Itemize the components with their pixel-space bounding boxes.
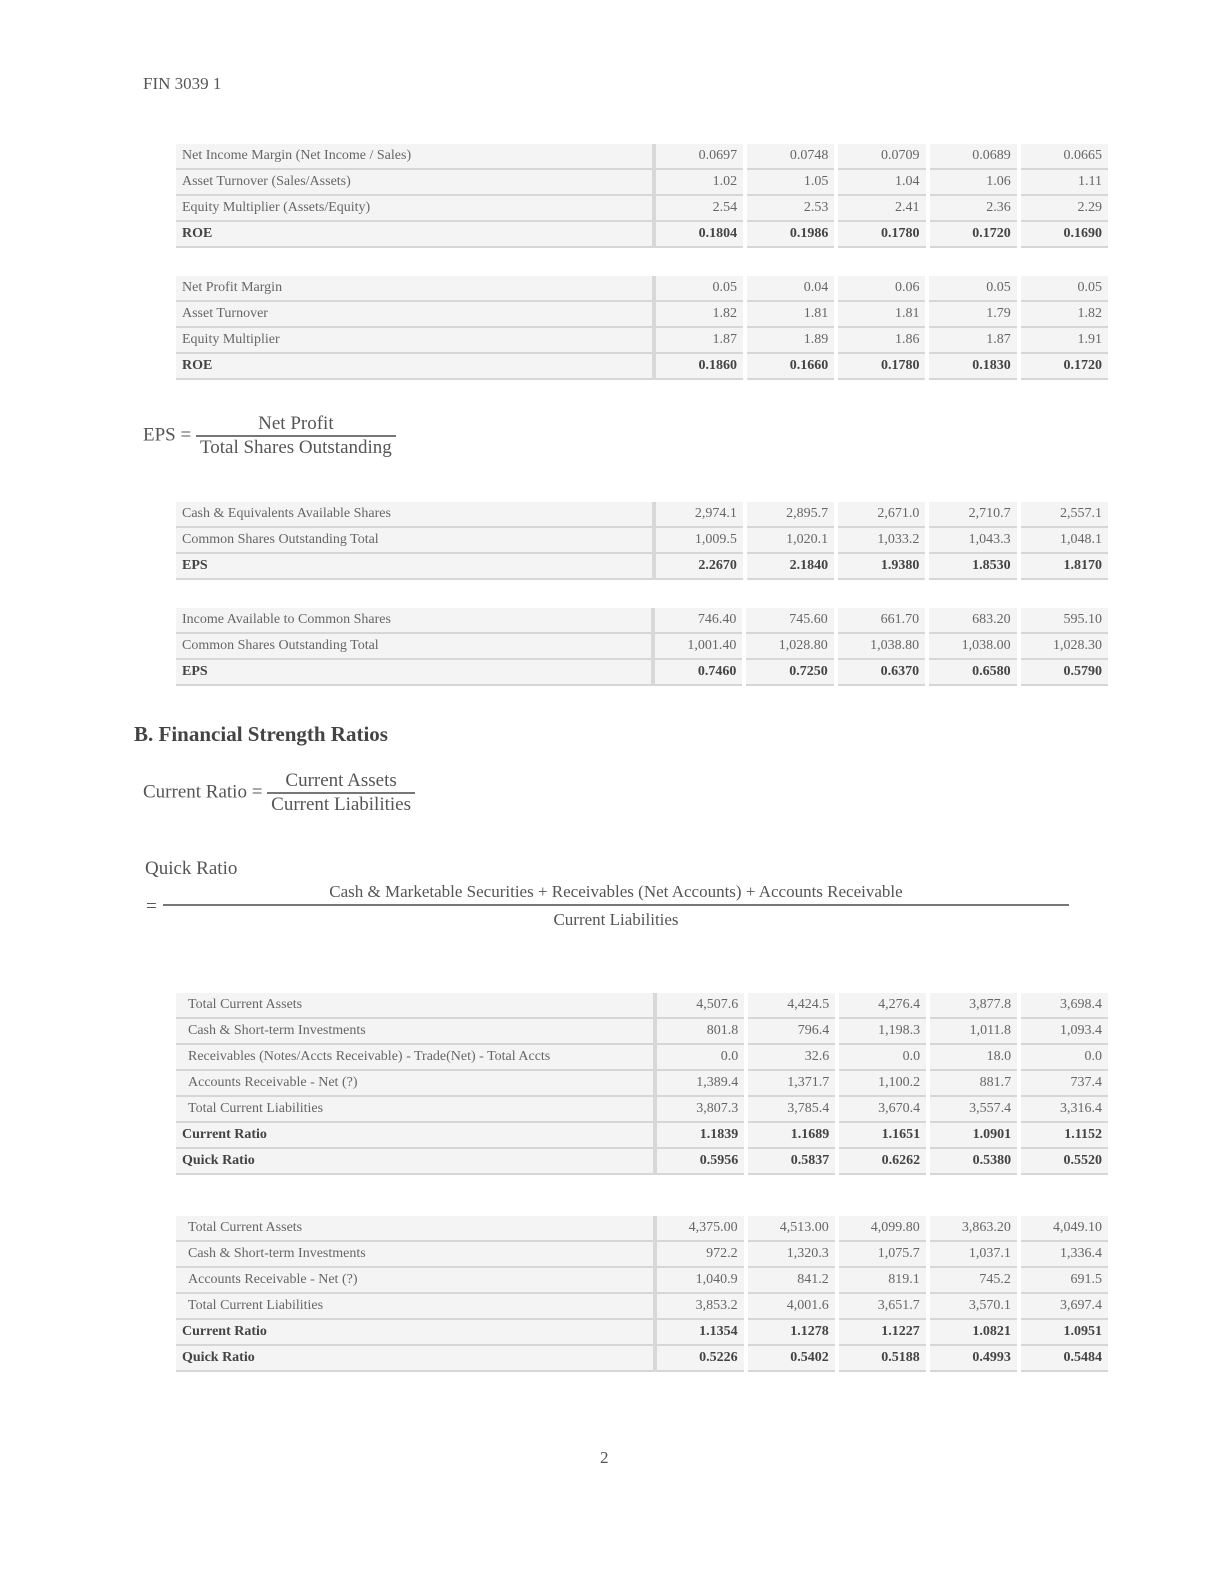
cell-value: 0.1780 [836, 353, 927, 379]
cell-value: 881.7 [928, 1070, 1019, 1096]
row-label: Total Current Assets [176, 993, 655, 1018]
cell-value: 0.4993 [928, 1345, 1019, 1371]
cell-value: 0.0709 [836, 144, 927, 169]
cell-value: 1.87 [654, 327, 745, 353]
cell-value: 3,853.2 [655, 1293, 746, 1319]
cell-value: 1,001.40 [653, 633, 744, 659]
cell-value: 4,513.00 [746, 1216, 837, 1241]
cell-value: 0.1804 [654, 221, 745, 247]
cell-value: 0.5402 [746, 1345, 837, 1371]
table-row [176, 553, 1108, 579]
row-label: Net Income Margin (Net Income / Sales) [176, 144, 654, 169]
table-row [176, 1044, 1108, 1070]
cell-value: 0.5188 [837, 1345, 928, 1371]
cell-value: 0.1780 [836, 221, 927, 247]
cell-value: 1.02 [654, 169, 745, 195]
cell-value: 1.0901 [928, 1122, 1019, 1148]
cell-value: 3,697.4 [1019, 1293, 1108, 1319]
quick-ratio-fraction [163, 882, 1069, 930]
cell-value: 3,670.4 [837, 1096, 928, 1122]
table-row [176, 1070, 1108, 1096]
table-row [176, 276, 1108, 301]
cell-value: 3,570.1 [928, 1293, 1019, 1319]
cell-value: 1,093.4 [1019, 1018, 1108, 1044]
row-label: Common Shares Outstanding Total [176, 633, 653, 659]
cell-value: 0.7250 [744, 659, 835, 685]
ratio-table-1 [176, 144, 1108, 248]
cell-value: 1.11 [1019, 169, 1108, 195]
row-label: Receivables (Notes/Accts Receivable) - Trade(Net) - Total Accts [176, 1044, 655, 1070]
cell-value: 2,895.7 [745, 502, 836, 527]
row-label: ROE [176, 353, 654, 379]
table-row [176, 169, 1108, 195]
table-row [176, 993, 1108, 1018]
cell-value: 1,100.2 [837, 1070, 928, 1096]
quick-denominator: Current Liabilities [553, 910, 679, 929]
cell-value: 1,198.3 [837, 1018, 928, 1044]
row-label: Accounts Receivable - Net (?) [176, 1070, 655, 1096]
cell-value: 1,009.5 [654, 527, 745, 553]
cell-value: 32.6 [746, 1044, 837, 1070]
cell-value: 2.54 [654, 195, 745, 221]
table-row [176, 1018, 1108, 1044]
cell-value: 2,557.1 [1019, 502, 1108, 527]
cell-value: 1,320.3 [746, 1241, 837, 1267]
cell-value: 796.4 [746, 1018, 837, 1044]
cell-value: 0.5790 [1019, 659, 1108, 685]
cell-value: 0.0689 [928, 144, 1019, 169]
cell-value: 2,710.7 [927, 502, 1018, 527]
cell-value: 1,028.80 [744, 633, 835, 659]
cell-value: 0.05 [654, 276, 745, 301]
cell-value: 0.5956 [655, 1148, 746, 1174]
cell-value: 0.5380 [928, 1148, 1019, 1174]
table-row [176, 144, 1108, 169]
cell-value: 661.70 [836, 608, 927, 633]
cell-value: 4,276.4 [837, 993, 928, 1018]
row-label: Total Current Liabilities [176, 1293, 655, 1319]
row-label: Current Ratio [176, 1122, 655, 1148]
cell-value: 745.2 [928, 1267, 1019, 1293]
table-row [176, 327, 1108, 353]
cell-value: 0.0 [1019, 1044, 1108, 1070]
table-row [176, 659, 1108, 685]
cell-value: 1.1354 [655, 1319, 746, 1345]
cell-value: 1.86 [836, 327, 927, 353]
cell-value: 1.8170 [1019, 553, 1108, 579]
table-row [176, 1148, 1108, 1174]
cell-value: 1,028.30 [1019, 633, 1108, 659]
table-row [176, 1293, 1108, 1319]
cell-value: 2.2670 [654, 553, 745, 579]
row-label: EPS [176, 553, 654, 579]
cell-value: 1.1152 [1019, 1122, 1108, 1148]
cell-value: 1.82 [1019, 301, 1108, 327]
cell-value: 0.0748 [745, 144, 836, 169]
cell-value: 0.5520 [1019, 1148, 1108, 1174]
eps-formula [143, 413, 396, 459]
cell-value: 1.1651 [837, 1122, 928, 1148]
cell-value: 0.1830 [927, 353, 1018, 379]
cell-value: 3,877.8 [928, 993, 1019, 1018]
cell-value: 841.2 [746, 1267, 837, 1293]
cell-value: 1.1839 [655, 1122, 746, 1148]
cell-value: 3,557.4 [928, 1096, 1019, 1122]
cell-value: 0.6262 [837, 1148, 928, 1174]
table-row [176, 633, 1108, 659]
eps-formula-lhs: EPS [143, 424, 176, 446]
row-label: Cash & Short-term Investments [176, 1241, 655, 1267]
cell-value: 2.36 [928, 195, 1019, 221]
table-row [176, 221, 1108, 247]
cell-value: 0.1720 [1019, 353, 1108, 379]
cell-value: 0.7460 [653, 659, 744, 685]
cell-value: 4,049.10 [1019, 1216, 1108, 1241]
table-row [176, 608, 1108, 633]
table-row [176, 1319, 1108, 1345]
cell-value: 0.1720 [928, 221, 1019, 247]
section-number: B. [134, 722, 154, 746]
ratio-table-2 [176, 276, 1108, 380]
cell-value: 1,038.00 [927, 633, 1018, 659]
cell-value: 2.29 [1019, 195, 1108, 221]
cell-value: 1,011.8 [928, 1018, 1019, 1044]
section-title: Financial Strength Ratios [158, 722, 388, 746]
cell-value: 1.1689 [746, 1122, 837, 1148]
cell-value: 0.1660 [745, 353, 836, 379]
cell-value: 1.0951 [1019, 1319, 1108, 1345]
cell-value: 1.05 [745, 169, 836, 195]
row-label: Accounts Receivable - Net (?) [176, 1267, 655, 1293]
table-row [176, 527, 1108, 553]
liquidity-table-1 [176, 993, 1108, 1175]
cell-value: 1.91 [1019, 327, 1108, 353]
table-row [176, 502, 1108, 527]
row-label: Total Current Liabilities [176, 1096, 655, 1122]
cell-value: 4,099.80 [837, 1216, 928, 1241]
cell-value: 0.6580 [927, 659, 1018, 685]
eps-fraction [196, 413, 396, 459]
row-label: Quick Ratio [176, 1148, 655, 1174]
quick-numerator: Cash & Marketable Securities + Receivables (Net Accounts) + Accounts Receivable [163, 882, 1069, 906]
current-ratio-formula [143, 770, 415, 816]
cell-value: 3,698.4 [1019, 993, 1108, 1018]
cell-value: 0.0 [655, 1044, 746, 1070]
row-label: Asset Turnover (Sales/Assets) [176, 169, 654, 195]
current-denominator: Current Liabilities [271, 794, 411, 815]
cell-value: 737.4 [1019, 1070, 1108, 1096]
table-row [176, 353, 1108, 379]
cell-value: 746.40 [653, 608, 744, 633]
cell-value: 1.0821 [928, 1319, 1019, 1345]
row-label: Income Available to Common Shares [176, 608, 653, 633]
liquidity-table-2 [176, 1216, 1108, 1372]
cell-value: 1.82 [654, 301, 745, 327]
cell-value: 0.05 [1019, 276, 1108, 301]
cell-value: 1,037.1 [928, 1241, 1019, 1267]
cell-value: 1,336.4 [1019, 1241, 1108, 1267]
quick-ratio-label: Quick Ratio [145, 858, 238, 879]
cell-value: 1,371.7 [746, 1070, 837, 1096]
cell-value: 1.81 [836, 301, 927, 327]
cell-value: 2.53 [745, 195, 836, 221]
current-formula-eq: = [251, 781, 263, 803]
cell-value: 819.1 [837, 1267, 928, 1293]
row-label: Total Current Assets [176, 1216, 655, 1241]
cell-value: 972.2 [655, 1241, 746, 1267]
cell-value: 0.1986 [745, 221, 836, 247]
cell-value: 595.10 [1019, 608, 1108, 633]
cell-value: 0.6370 [836, 659, 927, 685]
cell-value: 0.5484 [1019, 1345, 1108, 1371]
table-row [176, 195, 1108, 221]
cell-value: 2.41 [836, 195, 927, 221]
cell-value: 1,020.1 [745, 527, 836, 553]
cell-value: 3,863.20 [928, 1216, 1019, 1241]
cell-value: 4,424.5 [746, 993, 837, 1018]
table-row [176, 1345, 1108, 1371]
cell-value: 745.60 [744, 608, 835, 633]
table-row [176, 1122, 1108, 1148]
cell-value: 1.1278 [746, 1319, 837, 1345]
eps-formula-eq: = [180, 424, 192, 446]
cell-value: 0.5837 [746, 1148, 837, 1174]
row-label: Net Profit Margin [176, 276, 654, 301]
cell-value: 1,048.1 [1019, 527, 1108, 553]
cell-value: 1.04 [836, 169, 927, 195]
cell-value: 0.0697 [654, 144, 745, 169]
eps-table-1 [176, 502, 1108, 580]
cell-value: 2.1840 [745, 553, 836, 579]
cell-value: 1.06 [928, 169, 1019, 195]
cell-value: 1,075.7 [837, 1241, 928, 1267]
cell-value: 1.79 [927, 301, 1018, 327]
cell-value: 18.0 [928, 1044, 1019, 1070]
cell-value: 0.04 [745, 276, 836, 301]
row-label: Cash & Short-term Investments [176, 1018, 655, 1044]
cell-value: 1,038.80 [836, 633, 927, 659]
cell-value: 683.20 [927, 608, 1018, 633]
cell-value: 3,807.3 [655, 1096, 746, 1122]
cell-value: 1.8530 [927, 553, 1018, 579]
eps-numerator: Net Profit [196, 413, 396, 437]
cell-value: 1.87 [927, 327, 1018, 353]
cell-value: 3,316.4 [1019, 1096, 1108, 1122]
cell-value: 4,507.6 [655, 993, 746, 1018]
page-header: FIN 3039 1 [143, 74, 222, 93]
cell-value: 1.1227 [837, 1319, 928, 1345]
eps-table-2 [176, 608, 1108, 686]
table-row [176, 1096, 1108, 1122]
row-label: Asset Turnover [176, 301, 654, 327]
row-label: Common Shares Outstanding Total [176, 527, 654, 553]
cell-value: 1,389.4 [655, 1070, 746, 1096]
current-formula-lhs: Current Ratio [143, 781, 247, 803]
cell-value: 0.5226 [655, 1345, 746, 1371]
table-row [176, 1241, 1108, 1267]
cell-value: 1.81 [745, 301, 836, 327]
section-heading [134, 722, 388, 747]
cell-value: 1,033.2 [836, 527, 927, 553]
cell-value: 0.1860 [654, 353, 745, 379]
cell-value: 0.0665 [1019, 144, 1108, 169]
cell-value: 0.1690 [1019, 221, 1108, 247]
table-row [176, 1267, 1108, 1293]
table-row [176, 301, 1108, 327]
row-label: Current Ratio [176, 1319, 655, 1345]
cell-value: 4,001.6 [746, 1293, 837, 1319]
cell-value: 3,785.4 [746, 1096, 837, 1122]
page-number: 2 [600, 1448, 609, 1467]
row-label: ROE [176, 221, 654, 247]
eps-denominator: Total Shares Outstanding [199, 437, 392, 458]
current-fraction [267, 770, 415, 816]
cell-value: 0.06 [836, 276, 927, 301]
cell-value: 801.8 [655, 1018, 746, 1044]
current-numerator: Current Assets [267, 770, 415, 794]
cell-value: 1,040.9 [655, 1267, 746, 1293]
quick-ratio-eq: = [146, 896, 157, 917]
cell-value: 2,974.1 [654, 502, 745, 527]
row-label: Equity Multiplier (Assets/Equity) [176, 195, 654, 221]
table-row [176, 1216, 1108, 1241]
cell-value: 4,375.00 [655, 1216, 746, 1241]
row-label: Cash & Equivalents Available Shares [176, 502, 654, 527]
row-label: EPS [176, 659, 653, 685]
cell-value: 2,671.0 [836, 502, 927, 527]
cell-value: 3,651.7 [837, 1293, 928, 1319]
cell-value: 0.05 [927, 276, 1018, 301]
cell-value: 1.9380 [836, 553, 927, 579]
row-label: Equity Multiplier [176, 327, 654, 353]
cell-value: 0.0 [837, 1044, 928, 1070]
cell-value: 1.89 [745, 327, 836, 353]
cell-value: 691.5 [1019, 1267, 1108, 1293]
row-label: Quick Ratio [176, 1345, 655, 1371]
cell-value: 1,043.3 [927, 527, 1018, 553]
